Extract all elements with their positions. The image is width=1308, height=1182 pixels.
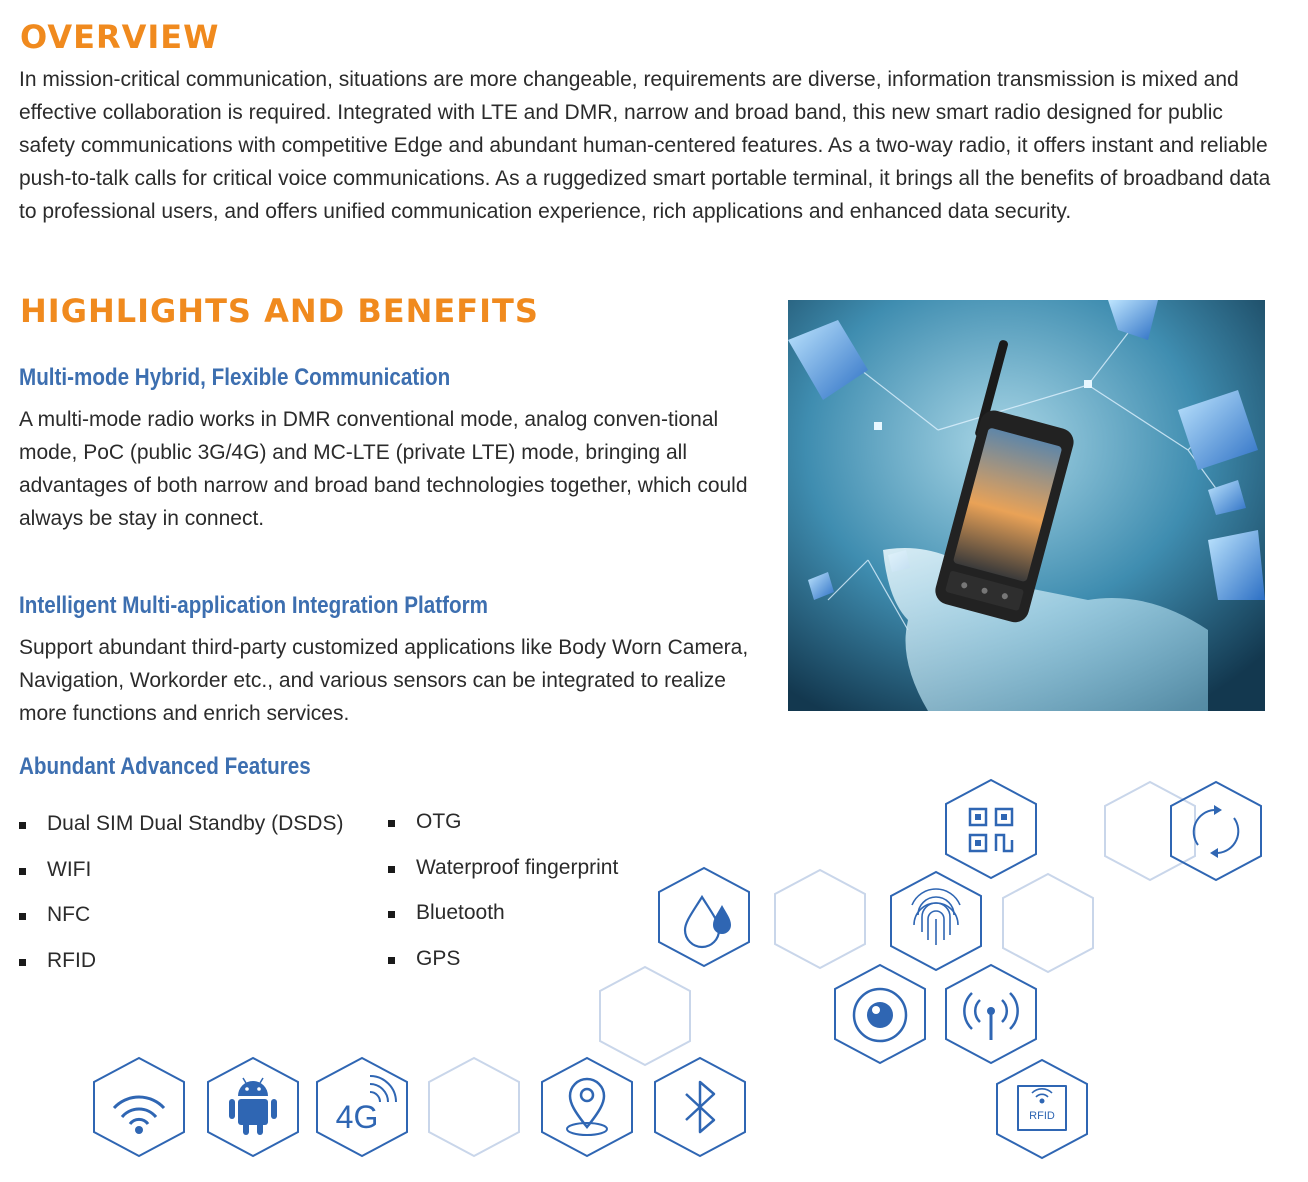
overview-paragraph: In mission-critical communication, situations are more changeable, requirements are diverse, information transmission is mixed and effective collaboration is required. Integrated with LTE and DMR, narrow and broad band, this new smart radio designed for public safety communications with competitive Edge and abundant human-centered features. As a two-way radio, it offers instant and reliable push-to-talk calls for critical voice communications. As a ruggedized smart portable terminal, it brings all the benefits of broadband data to professional users, and offers unified communication experience, rich applications and enhanced data security. xyxy=(19,68,1271,223)
location-pin-icon xyxy=(542,1058,632,1156)
bluetooth-icon xyxy=(655,1058,745,1156)
feature-item: GPS xyxy=(388,947,618,993)
feature-icons-cluster xyxy=(0,760,1308,1182)
advanced-features-heading: Abundant Advanced Features xyxy=(19,753,311,780)
camera-icon xyxy=(835,965,925,1063)
feature-item: Bluetooth xyxy=(388,901,618,947)
4g-label: 4G xyxy=(335,1099,379,1135)
qr-code-icon xyxy=(946,780,1036,878)
feature-item: WIFI xyxy=(19,858,343,904)
multi-mode-heading: Multi-mode Hybrid, Flexible Communication xyxy=(19,364,451,391)
antenna-icon xyxy=(946,965,1036,1063)
fingerprint-icon xyxy=(891,872,981,970)
wifi-icon xyxy=(94,1058,184,1156)
sync-icon xyxy=(1171,782,1261,880)
feature-item: NFC xyxy=(19,903,343,949)
multi-application-paragraph: Support abundant third-party customized applications like Body Worn Camera, Navigation, Workorder etc., and various sensors can be integrated to realize more functions and enrich services. xyxy=(19,636,749,725)
multi-application-heading: Intelligent Multi-application Integration Platform xyxy=(19,592,488,619)
feature-item: OTG xyxy=(388,810,618,856)
android-icon xyxy=(208,1058,298,1156)
feature-item: Waterproof fingerprint xyxy=(388,856,618,902)
feature-item: RFID xyxy=(19,949,343,995)
empty-hexagons xyxy=(429,782,1195,1156)
feature-item: Dual SIM Dual Standby (DSDS) xyxy=(19,812,343,858)
rfid-icon xyxy=(997,1060,1087,1158)
overview-title: OVERVIEW xyxy=(20,18,220,56)
multi-mode-paragraph: A multi-mode radio works in DMR conventional mode, analog conven-tional mode, PoC (public 3G/4G) and MC-LTE (private LTE) mode, bringing all advantages of both narrow and broad band technologies together, which could always be stay in connect. xyxy=(19,408,748,530)
water-drop-icon xyxy=(659,868,749,966)
product-photo xyxy=(788,300,1265,711)
rfid-label: RFID xyxy=(1029,1110,1055,1122)
highlights-title: HIGHLIGHTS AND BENEFITS xyxy=(20,292,539,330)
